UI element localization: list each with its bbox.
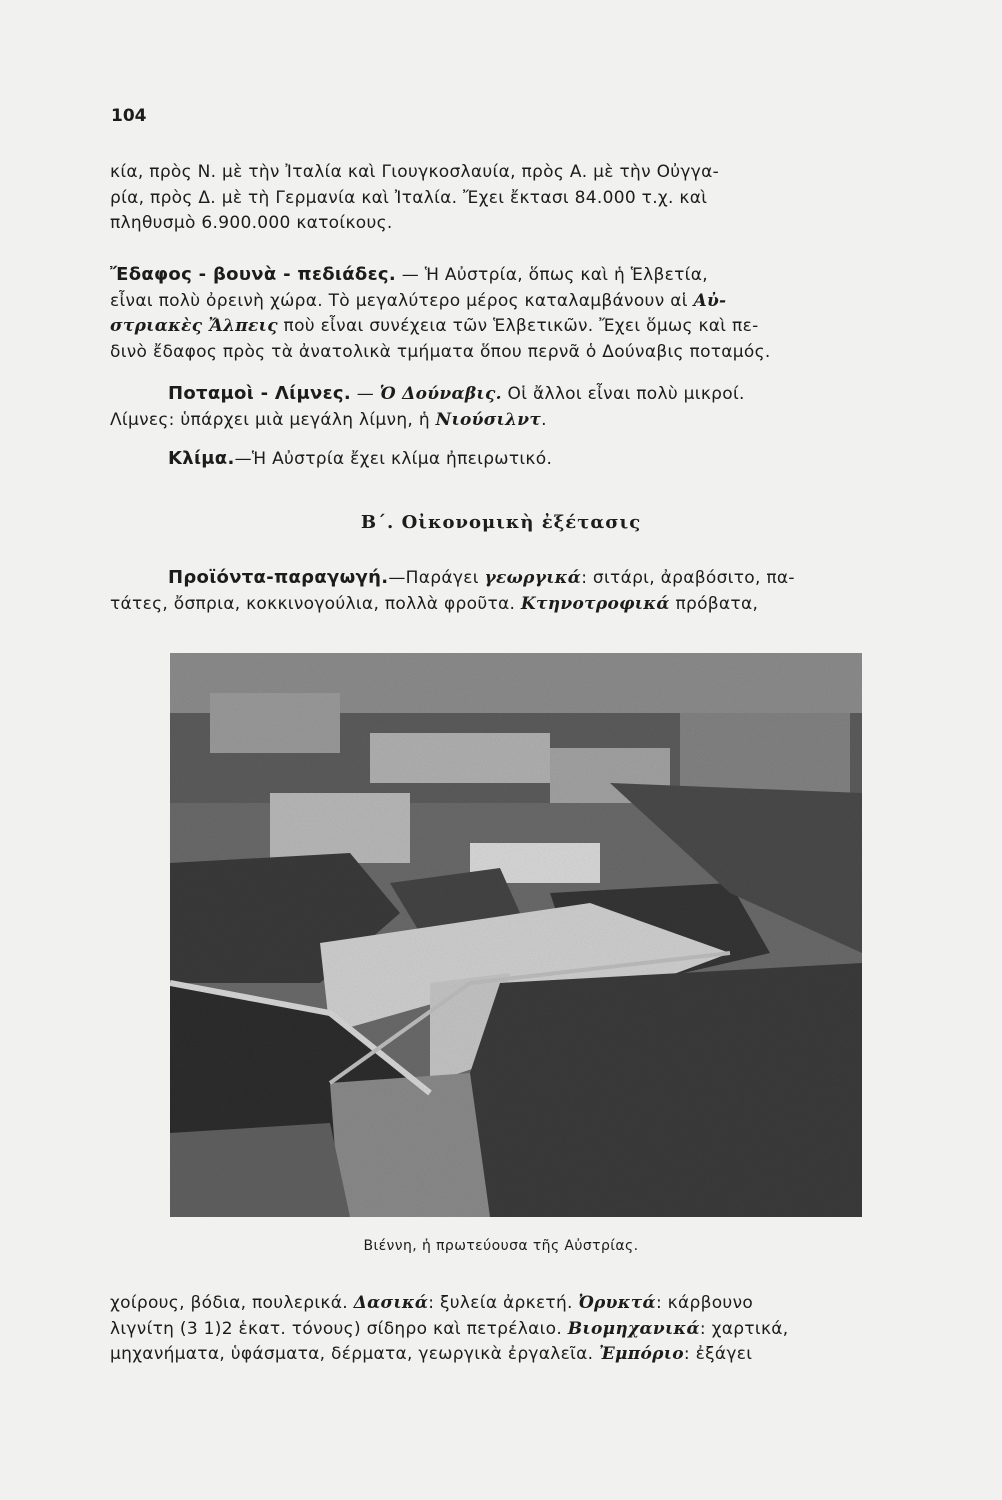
intro-line: πληθυσμὸ 6.900.000 κατοίκους.	[110, 213, 393, 233]
intro-paragraph	[110, 160, 946, 237]
intro-line: κία, πρὸς Ν. μὲ τὴν Ἰταλία καὶ Γιουγκοσλαυία, πρὸς Α. μὲ τὴν Οὐγγα-	[110, 162, 720, 182]
rivers-line: Λίμνες: ὑπάρχει μιὰ μεγάλη λίμνη, ἡ Νιούσιλντ.	[110, 409, 547, 430]
photo-caption: Βιέννη, ἡ πρωτεύουσα τῆς Αὐστρίας.	[363, 1238, 639, 1254]
climate-paragraph	[110, 446, 946, 473]
vienna-aerial-photo	[170, 653, 862, 1217]
terrain-line: Ἔδαφος - βουνὰ - πεδιάδες. — Ἡ Αὐστρία, ὅπως καὶ ἡ Ἑλβετία,	[110, 264, 708, 285]
climate-heading: Κλίμα.	[168, 448, 235, 469]
terrain-line: στριακὲς Ἄλπεις ποὺ εἶναι συνέχεια τῶν Ἑλβετικῶν. Ἔχει ὅμως καὶ πε-	[110, 316, 759, 336]
products-line: τάτες, ὄσπρια, κοκκινογούλια, πολλὰ φροῦτα. Κτηνοτροφικά πρόβατα,	[110, 593, 759, 614]
terrain-line: εἶναι πολὺ ὀρεινὴ χώρα. Τὸ μεγαλύτερο μέρος καταλαμβάνουν αἱ Αὐ-	[110, 290, 727, 311]
products-line: Προϊόντα-παραγωγή.—Παράγει γεωργικά: σιτάρι, ἀραβόσιτο, πα-	[168, 567, 795, 588]
terrain-heading: Ἔδαφος - βουνὰ - πεδιάδες.	[110, 264, 396, 285]
intro-line: ρία, πρὸς Δ. μὲ τὴ Γερμανία καὶ Ἰταλία. Ἔχει ἔκτασι 84.000 τ.χ. καὶ	[110, 187, 708, 208]
photo-illustration	[170, 653, 862, 1217]
closing-line: λιγνίτη (3 1)2 ἑκατ. τόνους) σίδηρο καὶ πετρέλαιο. Βιομηχανικά: χαρτικά,	[110, 1318, 789, 1339]
rivers-paragraph	[110, 381, 946, 433]
products-paragraph	[110, 565, 946, 617]
page-number: 104	[111, 106, 147, 126]
terrain-paragraph	[110, 262, 946, 365]
terrain-line: δινὸ ἔδαφος πρὸς τὰ ἀνατολικὰ τμήματα ὅπου περνᾶ ὁ Δούναβις ποταμός.	[110, 341, 771, 362]
rivers-heading: Ποταμοὶ - Λίμνες.	[168, 383, 351, 404]
rivers-line: Ποταμοὶ - Λίμνες. — Ὁ Δούναβις. Οἱ ἄλλοι εἶναι πολὺ μικροί.	[168, 383, 745, 404]
section-heading: Β΄. Οἰκονομικὴ ἐξέτασις	[360, 512, 642, 533]
closing-line: μηχανήματα, ὑφάσματα, δέρματα, γεωργικὰ ἐργαλεῖα. Ἐμπόριο: ἐξάγει	[110, 1344, 753, 1364]
products-heading: Προϊόντα-παραγωγή.	[168, 567, 389, 588]
closing-line: χοίρους, βόδια, πουλερικά. Δασικά: ξυλεία ἀρκετή. Ὀρυκτά: κάρβουνο	[110, 1293, 754, 1313]
climate-line: Κλίμα.—Ἡ Αὐστρία ἔχει κλίμα ἠπειρωτικό.	[168, 448, 553, 469]
closing-paragraph	[110, 1291, 958, 1368]
